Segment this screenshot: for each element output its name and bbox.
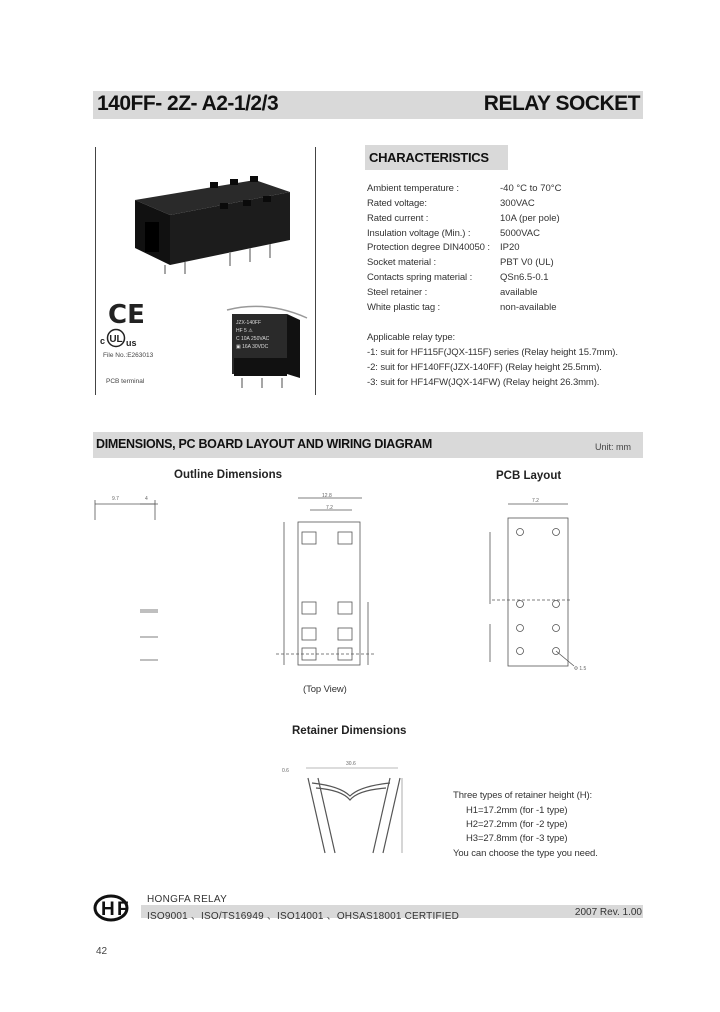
ul-us-mark: us: [126, 338, 137, 348]
outline-top-view-drawing: [270, 490, 380, 675]
spec-value: 300VAC: [500, 198, 535, 209]
spec-label: Protection degree DIN40050 :: [367, 242, 490, 253]
svg-text:UL: UL: [109, 334, 123, 345]
spec-label: Socket material :: [367, 257, 437, 268]
spec-value: non-available: [500, 302, 557, 313]
relay-in-socket-photo: [222, 300, 312, 395]
retainer-note: H3=27.8mm (for -3 type): [466, 833, 568, 844]
applicable-relay-item: -2: suit for HF140FF(JZX-140FF) (Relay height 25.5mm).: [367, 362, 602, 373]
spec-value: -40 °C to 70°C: [500, 183, 562, 194]
svg-text:JZX-140FF: JZX-140FF: [236, 320, 262, 326]
svg-text:Φ 1.5: Φ 1.5: [574, 666, 587, 672]
spec-value: 5000VAC: [500, 228, 540, 239]
retainer-note: H1=17.2mm (for -1 type): [466, 805, 568, 816]
spec-label: Contacts spring material :: [367, 272, 473, 283]
socket-photo: [125, 170, 300, 275]
company-name: HONGFA RELAY: [147, 894, 228, 905]
dimensions-title: DIMENSIONS, PC BOARD LAYOUT AND WIRING DIAGRAM: [96, 437, 432, 451]
product-title: 140FF- 2Z- A2-1/2/3: [97, 92, 279, 115]
svg-text:7.2: 7.2: [326, 505, 333, 511]
unit-label: Unit: mm: [595, 442, 631, 452]
spec-value: available: [500, 287, 538, 298]
ul-mark-logo: [106, 328, 126, 348]
pcb-layout-title: PCB Layout: [496, 470, 562, 482]
top-view-label: (Top View): [303, 684, 347, 695]
spec-label: Rated voltage:: [367, 198, 427, 209]
spec-value: IP20: [500, 242, 520, 253]
dimensions-header: [93, 432, 643, 458]
applicable-relay-title: Applicable relay type:: [367, 332, 456, 343]
category-title: RELAY SOCKET: [483, 92, 640, 115]
svg-text:C 10A 250VAC: C 10A 250VAC: [236, 336, 270, 342]
file-number: File No.:E263013: [103, 352, 154, 359]
svg-text:7.2: 7.2: [532, 498, 539, 504]
photo-panel-right-border: [315, 147, 316, 395]
revision-label: 2007 Rev. 1.00: [574, 907, 642, 918]
characteristics-header: [365, 145, 508, 170]
retainer-note: H2=27.2mm (for -2 type): [466, 819, 568, 830]
svg-text:F: F: [117, 899, 129, 920]
svg-text:0.6: 0.6: [282, 768, 289, 774]
spec-label: Steel retainer :: [367, 287, 428, 298]
svg-text:4: 4: [145, 496, 148, 502]
spec-label: Ambient temperature :: [367, 183, 459, 194]
spec-value: 10A (per pole): [500, 213, 560, 224]
svg-text:30.6: 30.6: [346, 761, 356, 767]
spec-value: PBT V0 (UL): [500, 257, 554, 268]
header-bar: [93, 91, 643, 119]
photo-panel-left-border: [95, 147, 96, 395]
svg-text:9.7: 9.7: [112, 496, 119, 502]
hongfa-logo: [93, 893, 139, 923]
svg-text:12.8: 12.8: [322, 493, 332, 499]
retainer-drawing: [280, 758, 420, 868]
retainer-dimensions-title: Retainer Dimensions: [292, 725, 407, 737]
svg-text:HF 5 ⚠: HF 5 ⚠: [236, 328, 253, 334]
pcb-terminal-label: PCB terminal: [106, 378, 145, 385]
retainer-note: Three types of retainer height (H):: [453, 790, 593, 801]
outline-dimensions-title: Outline Dimensions: [174, 469, 282, 481]
svg-text:▣ 16A 30VDC: ▣ 16A 30VDC: [236, 344, 269, 350]
ce-mark-logo: CE: [108, 300, 145, 330]
characteristics-title: CHARACTERISTICS: [369, 150, 489, 165]
retainer-note: You can choose the type you need.: [453, 848, 598, 859]
ul-c-mark: c: [100, 336, 106, 346]
spec-label: Rated current :: [367, 213, 429, 224]
spec-label: White plastic tag :: [367, 302, 441, 313]
pcb-layout-drawing: [478, 494, 588, 674]
svg-text:H: H: [101, 899, 115, 920]
spec-value: QSn6.5-0.1: [500, 272, 549, 283]
outline-side-view-drawing: [90, 492, 170, 682]
certifications: ISO9001 、ISO/TS16949 、ISO14001 、OHSAS18001 CERTIFIED: [147, 911, 460, 922]
applicable-relay-item: -1: suit for HF115F(JQX-115F) series (Relay height 15.7mm).: [367, 347, 618, 358]
page-number: 42: [96, 946, 108, 957]
spec-label: Insulation voltage (Min.) :: [367, 228, 471, 239]
applicable-relay-item: -3: suit for HF14FW(JQX-14FW) (Relay height 26.3mm).: [367, 377, 600, 388]
